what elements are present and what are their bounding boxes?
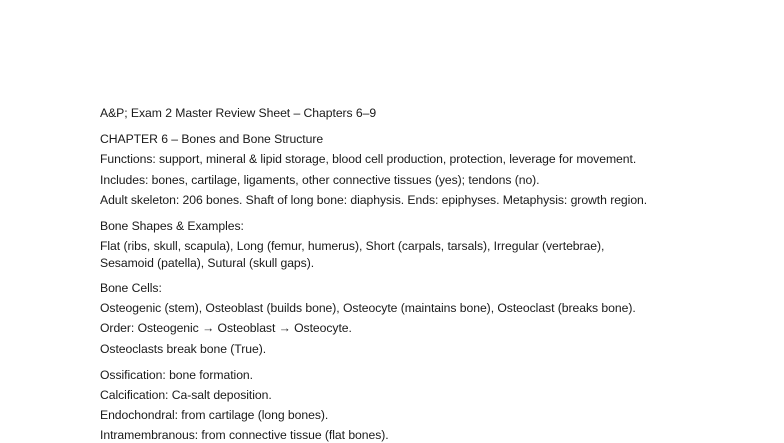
- functions-text: Functions: support, mineral & lipid storage, blood cell production, protection, leverage for movement.: [100, 152, 637, 166]
- calcification-text: Calcification: Ca-salt deposition.: [100, 388, 272, 402]
- bone-shapes-heading: Bone Shapes & Examples:: [100, 219, 244, 233]
- adult-skeleton-text: Adult skeleton: 206 bones. Shaft of long bone: diaphysis. Ends: epiphyses. Metaphysis: growth region.: [100, 193, 648, 207]
- ossification-text: Ossification: bone formation.: [100, 368, 254, 382]
- endochondral-text: Endochondral: from cartilage (long bones).: [100, 408, 329, 422]
- bone-shapes-line-1: Flat (ribs, skull, scapula), Long (femur, humerus), Short (carpals, tarsals), Irregular (vertebrae),: [100, 239, 605, 253]
- intramembranous-text: Intramembranous: from connective tissue (flat bones).: [100, 428, 389, 442]
- osteoclasts-text: Osteoclasts break bone (True).: [100, 342, 267, 356]
- includes-text: Includes: bones, cartilage, ligaments, other connective tissues (yes); tendons (no).: [100, 173, 540, 187]
- bone-cells-list: Osteogenic (stem), Osteoblast (builds bone), Osteocyte (maintains bone), Osteoclast (breaks bone).: [100, 301, 636, 315]
- chapter-heading: CHAPTER 6 – Bones and Bone Structure: [100, 132, 324, 146]
- bone-cells-heading: Bone Cells:: [100, 281, 162, 295]
- bone-shapes-line-2: Sesamoid (patella), Sutural (skull gaps).: [100, 256, 315, 270]
- document-title: A&P; Exam 2 Master Review Sheet – Chapters 6–9: [100, 106, 377, 120]
- bone-cell-order: Order: Osteogenic → Osteoblast → Osteocyte.: [100, 321, 352, 335]
